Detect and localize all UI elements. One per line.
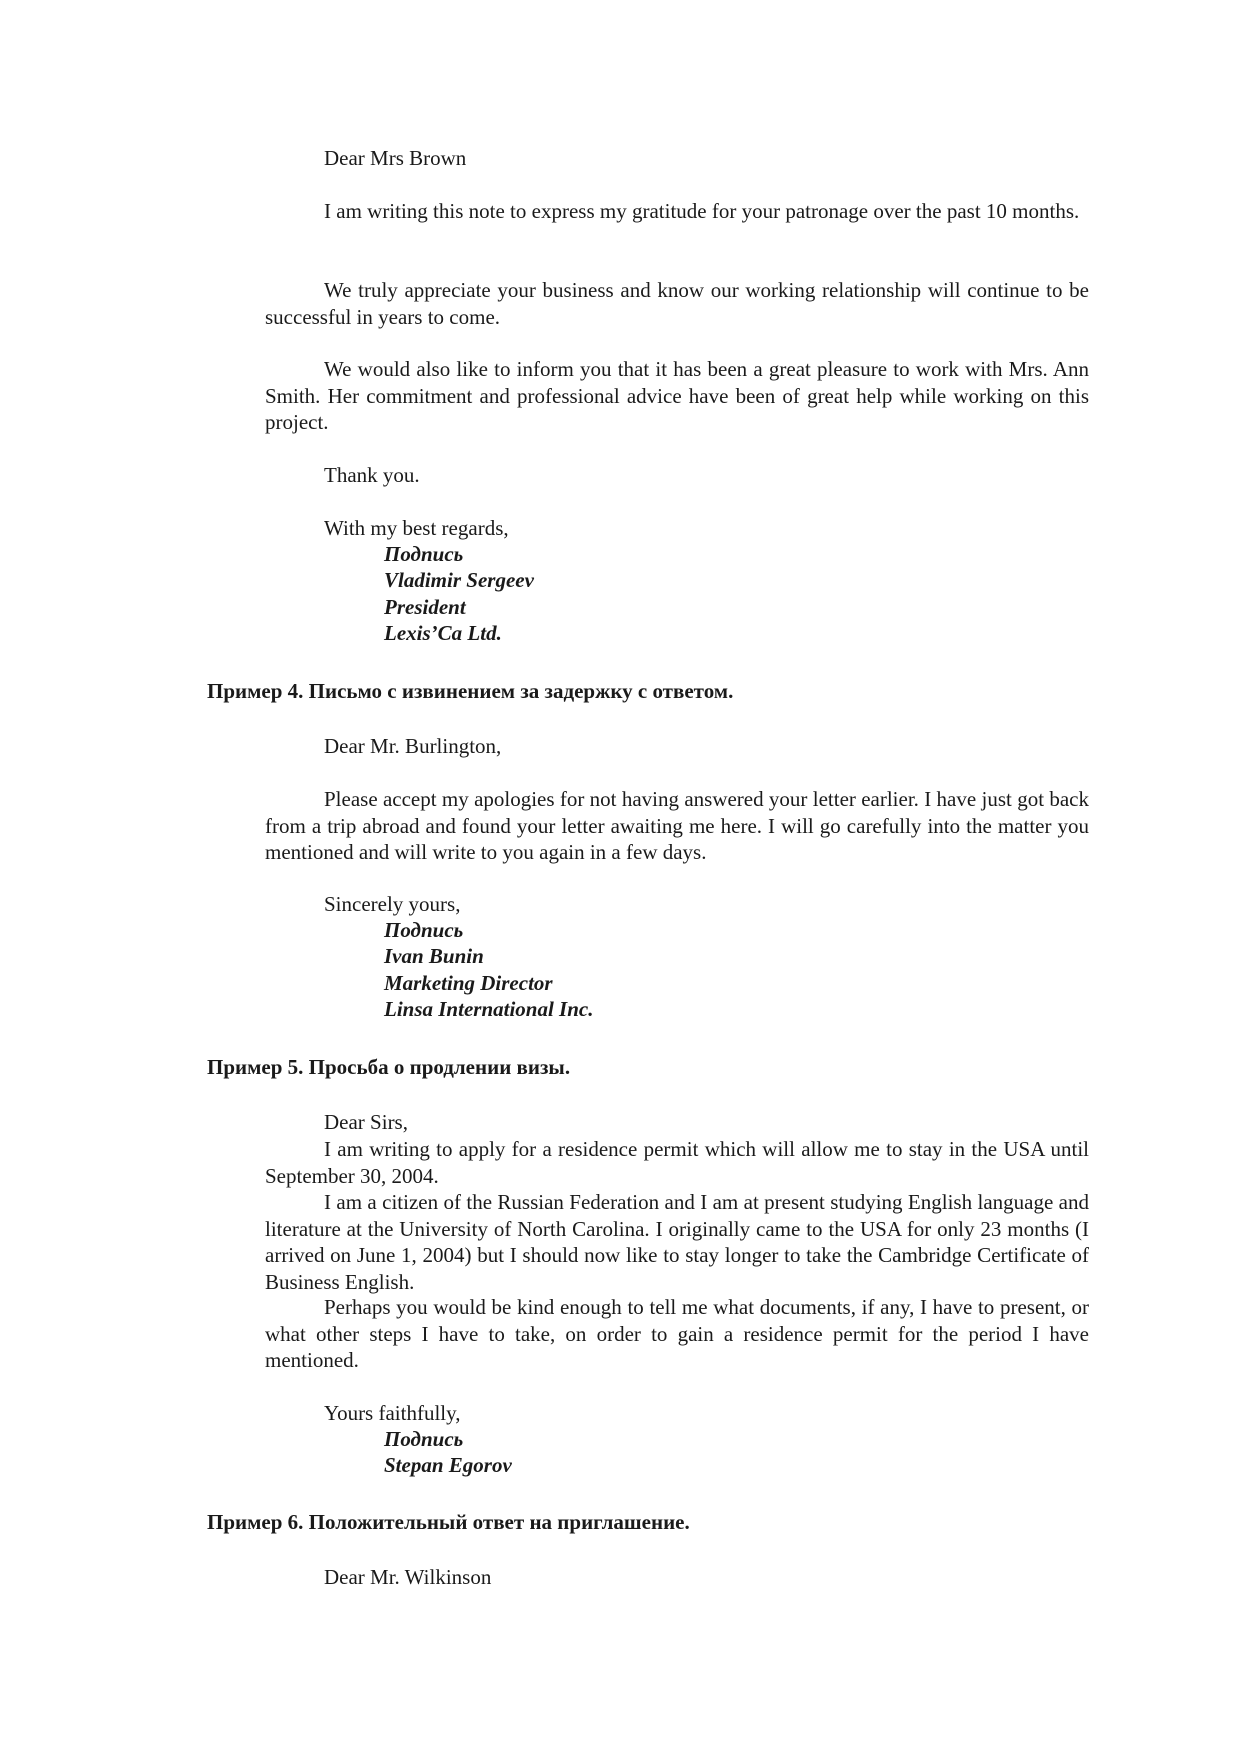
closing-sincerely: Sincerely yours, (324, 892, 461, 916)
salutation-dear-sirs: Dear Sirs, (324, 1110, 408, 1134)
paragraph-apology: Please accept my apologies for not having answered your letter earlier. I have just got back from a trip abroad and found your letter awaiting me here. I will go carefully into the matter you mentioned and will write to you again in a few days. (265, 787, 1089, 864)
signer-name: Ivan Bunin (384, 944, 484, 969)
paragraph-ann-smith: We would also like to inform you that it has been a great pleasure to work with Mrs. Ann Smith. Her commitment and professional advice have been of great help while working on this project. (265, 357, 1089, 434)
heading-example-4: Пример 4. Письмо с извинением за задержку с ответом. (207, 679, 734, 703)
paragraph-documents: Perhaps you would be kind enough to tell me what documents, if any, I have to present, or what other steps I have to take, on order to gain a residence permit for the period I have mentioned. (265, 1295, 1089, 1372)
signature-label: Подпись (384, 1427, 464, 1451)
paragraph-residence-permit: I am writing to apply for a residence permit which will allow me to stay in the USA until September 30, 2004. (265, 1137, 1089, 1188)
heading-example-6: Пример 6. Положительный ответ на приглашение. (207, 1510, 690, 1534)
signature-block-bunin (384, 917, 593, 1023)
thank-you-line: Thank you. (324, 463, 420, 487)
signer-title: Marketing Director (384, 970, 553, 995)
signer-company: Linsa International Inc. (384, 997, 594, 1022)
salutation-wilkinson: Dear Mr. Wilkinson (324, 1565, 492, 1589)
paragraph-citizen: I am a citizen of the Russian Federation and I am at present studying English language and literature at the University of North Carolina. I originally came to the USA for only 23 months (I arrived on June 1, 2004) but I should now like to stay longer to take the Cambridge Certificate of Business English. (265, 1190, 1089, 1294)
signature-block-sergeev (384, 541, 534, 647)
salutation-mrs-brown: Dear Mrs Brown (324, 146, 467, 170)
signer-title: President (384, 594, 466, 619)
paragraph-appreciation: We truly appreciate your business and know our working relationship will continue to be successful in years to come. (265, 278, 1089, 329)
signature-block-egorov (384, 1426, 512, 1479)
signature-label: Подпись (384, 918, 464, 942)
signer-company: Lexis’Ca Ltd. (384, 621, 502, 646)
signature-label: Подпись (384, 542, 464, 566)
salutation-burlington: Dear Mr. Burlington, (324, 734, 502, 758)
closing-faithfully: Yours faithfully, (324, 1401, 461, 1425)
signer-name: Vladimir Sergeev (384, 568, 534, 593)
signer-name: Stepan Egorov (384, 1453, 512, 1478)
paragraph-gratitude: I am writing this note to express my gratitude for your patronage over the past 10 months. (324, 199, 1080, 223)
closing-best-regards: With my best regards, (324, 516, 509, 540)
heading-example-5: Пример 5. Просьба о продлении визы. (207, 1055, 571, 1079)
